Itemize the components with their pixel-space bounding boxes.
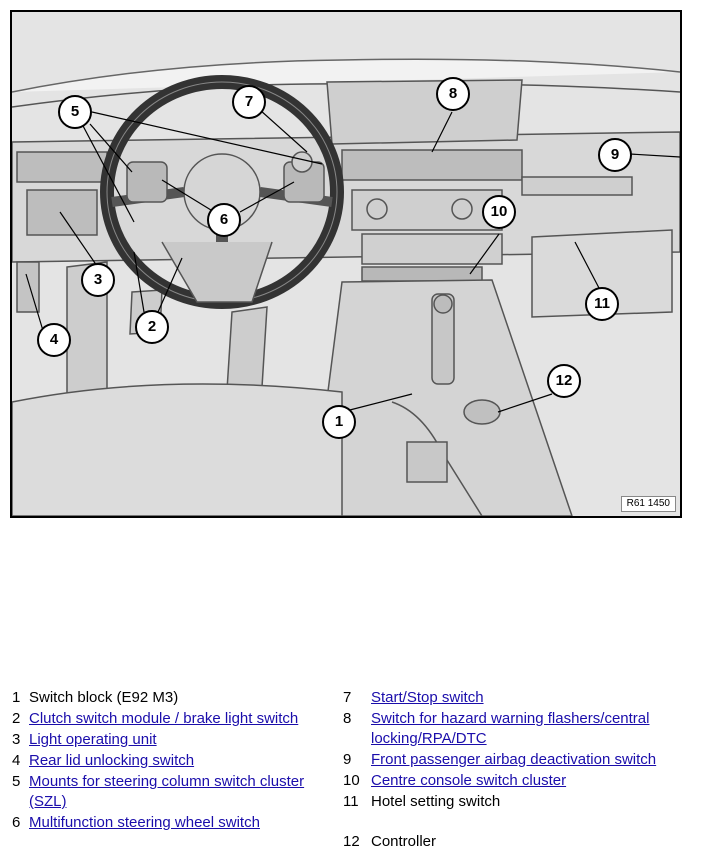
- legend-link[interactable]: Mounts for steering column switch cluster (SZL): [29, 773, 305, 810]
- legend-item-7: [343, 688, 703, 708]
- legend-number: 8: [343, 710, 352, 727]
- legend-link[interactable]: Front passenger airbag deactivation switch: [371, 751, 657, 768]
- legend-number: 12: [343, 833, 360, 850]
- legend-item-5: [12, 772, 312, 812]
- legend-column-right: [343, 688, 703, 853]
- legend-number: 3: [12, 731, 21, 748]
- callout-2: 2: [135, 310, 169, 344]
- legend-text: Switch block (E92 M3): [29, 689, 179, 706]
- callout-7: 7: [232, 85, 266, 119]
- legend-item-3: [12, 730, 312, 750]
- legend-link[interactable]: Multifunction steering wheel switch: [29, 814, 260, 831]
- callout-9: 9: [598, 138, 632, 172]
- legend-number: 7: [343, 689, 352, 706]
- legend-text: Controller: [371, 833, 437, 850]
- legend-link[interactable]: Centre console switch cluster: [371, 772, 567, 789]
- callout-3: 3: [81, 263, 115, 297]
- legend-item-6: [12, 813, 312, 833]
- legend-column-left: [12, 688, 312, 834]
- legend-number: 9: [343, 751, 352, 768]
- legend-text: Hotel setting switch: [371, 793, 501, 810]
- legend-link[interactable]: Start/Stop switch: [371, 689, 484, 706]
- legend-link[interactable]: Switch for hazard warning flashers/central locking/RPA/DTC: [371, 710, 650, 747]
- legend-number: 4: [12, 752, 21, 769]
- callout-4: 4: [37, 323, 71, 357]
- legend-number: 1: [12, 689, 21, 706]
- dashboard-drawing: [12, 12, 680, 516]
- legend-item-12: [343, 832, 703, 852]
- legend-number: 2: [12, 710, 21, 727]
- legend-number: 10: [343, 772, 360, 789]
- callout-6: 6: [207, 203, 241, 237]
- legend-number: 5: [12, 773, 21, 790]
- legend-item-9: [343, 750, 703, 770]
- callout-5: 5: [58, 95, 92, 129]
- legend-item-11: [343, 792, 703, 812]
- legend-item-2: [12, 709, 312, 729]
- callout-11: 11: [585, 287, 619, 321]
- legend-link[interactable]: Clutch switch module / brake light switch: [29, 710, 299, 727]
- callout-10: 10: [482, 195, 516, 229]
- legend-item-4: [12, 751, 312, 771]
- legend-link[interactable]: Rear lid unlocking switch: [29, 752, 195, 769]
- legend-number: 6: [12, 814, 21, 831]
- legend-item-1: [12, 688, 312, 708]
- callout-8: 8: [436, 77, 470, 111]
- callout-1: 1: [322, 405, 356, 439]
- legend-number: 11: [343, 793, 359, 810]
- dashboard-illustration: [10, 10, 682, 518]
- legend-item-8: [343, 709, 703, 749]
- legend-link[interactable]: Light operating unit: [29, 731, 157, 748]
- legend-item-10: [343, 771, 703, 791]
- callout-12: 12: [547, 364, 581, 398]
- figure-reference-label: R61 1450: [621, 496, 676, 512]
